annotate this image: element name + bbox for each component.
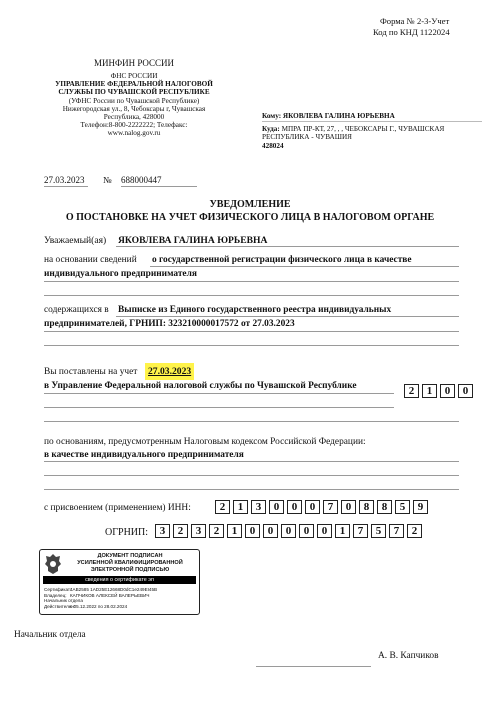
- ogrnip-digit: 2: [173, 524, 188, 538]
- ogrnip-digit: 0: [263, 524, 278, 538]
- authority-code-digit: 2: [404, 384, 419, 398]
- recipient-to-value: ЯКОВЛЕВА ГАЛИНА ЮРЬЕВНА: [282, 112, 395, 120]
- inn-digit: 9: [413, 500, 428, 514]
- ogrnip-label: ОГРНИП:: [105, 527, 149, 538]
- ogrnip-digit: 3: [191, 524, 206, 538]
- knd-code: Код по КНД 1122024: [373, 27, 450, 37]
- ogrnip-digit: 0: [299, 524, 314, 538]
- stamp-owner-value: КАПЧИКОВ АЛЕКСЕЙ ВАЛЕРЬЕВИЧ: [70, 592, 150, 598]
- inn-digit: 5: [395, 500, 410, 514]
- contained-label: содержащихся в: [44, 305, 109, 315]
- grounds-label: по основаниям, предусмотренным Налоговым кодексом Российской Федерации:: [44, 437, 366, 447]
- ogrnip-digit: 2: [407, 524, 422, 538]
- stamp-valid-value: с 05.12.2022 по 28.02.2024: [70, 603, 128, 609]
- signer-name: А. В. Капчиков: [378, 651, 439, 661]
- stamp-dept: Начальник отдела: [44, 598, 83, 604]
- stamp-owner-label: Владелец:: [44, 592, 67, 598]
- service: ФНС РОССИИ: [110, 72, 158, 80]
- issuer-website: www.nalog.gov.ru: [107, 129, 161, 138]
- greeting-label: Уважаемый(ая): [44, 235, 107, 246]
- emblem-icon: [44, 553, 62, 575]
- signer-position: Начальник отдела: [14, 630, 86, 640]
- inn-digit: 0: [287, 500, 302, 514]
- doc-date: 27.03.2023: [44, 175, 85, 185]
- inn-digit: 1: [233, 500, 248, 514]
- recipient-to-label: Кому:: [262, 112, 282, 120]
- ogrnip-digit: 0: [317, 524, 332, 538]
- authority-code: [404, 384, 476, 398]
- address-line2: Республика, 428000: [103, 113, 165, 122]
- recipient-where-line2: РЕСПУБЛИКА - ЧУВАШИЯ: [262, 133, 352, 142]
- stamp-title-line2: УСИЛЕННОЙ КВАЛИФИЦИРОВАННОЙ: [77, 560, 183, 566]
- inn-digit: 8: [377, 500, 392, 514]
- inn-digit: 0: [269, 500, 284, 514]
- inn-digit: 2: [215, 500, 230, 514]
- department-line1: УПРАВЛЕНИЕ ФЕДЕРАЛЬНОЙ НАЛОГОВОЙ: [55, 80, 213, 89]
- stamp-title-line1: ДОКУМЕНТ ПОДПИСАН: [97, 553, 163, 559]
- doc-title-line2: О ПОСТАНОВКЕ НА УЧЕТ ФИЗИЧЕСКОГО ЛИЦА В НАЛОГОВОМ ОРГАНЕ: [65, 212, 435, 223]
- doc-number-label: №: [103, 175, 112, 185]
- ogrnip-digit: 3: [155, 524, 170, 538]
- ogrnip-digit: 0: [245, 524, 260, 538]
- recipient-block: [262, 112, 482, 150]
- form-number: Форма № 2-3-Учет: [380, 16, 450, 26]
- stamp-title-line3: ЭЛЕКТРОННОЙ ПОДПИСЬЮ: [90, 567, 170, 573]
- stamp-cert-header: сведения о сертификате эп: [43, 576, 196, 584]
- issuer-phone: Телефон:8-800-2222222; Телефакс:: [80, 121, 188, 130]
- ogrnip-digit: 7: [353, 524, 368, 538]
- contained-value-line1: Выписке из Единого государственного реестра индивидуальных: [118, 305, 392, 315]
- stamp-cert-value: 4AB2585 1AD25E12668D0dC1e249EI45B: [70, 587, 158, 592]
- authority-name: в Управление Федеральной налоговой службы по Чувашской Республике: [44, 381, 357, 391]
- doc-title-line1: УВЕДОМЛЕНИЕ: [209, 199, 291, 210]
- e-signature-stamp: [39, 549, 200, 615]
- issuer-abbrev: (УФНС России по Чувашской Республике): [68, 96, 200, 105]
- ogrnip-digit: 5: [371, 524, 386, 538]
- greeting-name: ЯКОВЛЕВА ГАЛИНА ЮРЬЕВНА: [118, 235, 268, 246]
- recipient-where-label: Куда:: [262, 125, 280, 134]
- ogrnip-digit: 2: [209, 524, 224, 538]
- registered-date: 27.03.2023: [145, 363, 194, 380]
- authority-code-digit: 0: [440, 384, 455, 398]
- inn-digit: 8: [359, 500, 374, 514]
- ogrnip-cells: [155, 524, 425, 538]
- recipient-where-line1: МПРА ПР-КТ, 27, , , ЧЕБОКСАРЫ Г., ЧУВАШСКАЯ: [281, 125, 445, 134]
- inn-cells: [215, 500, 431, 514]
- ogrnip-digit: 7: [389, 524, 404, 538]
- recipient-postcode: 428024: [262, 141, 284, 150]
- doc-number: 688000447: [121, 175, 162, 185]
- address-line1: Нижегородская ул., 8, Чебоксары г, Чувашская: [62, 104, 206, 113]
- grounds-value: в качестве индивидуального предпринимателя: [44, 450, 244, 460]
- authority-code-digit: 0: [458, 384, 473, 398]
- authority-code-digit: 1: [422, 384, 437, 398]
- basis-label: на основании сведений: [44, 255, 137, 265]
- registered-label: Вы поставлены на учет: [44, 367, 138, 377]
- issuer-block: [20, 58, 248, 138]
- stamp-valid-label: Действителен:: [44, 603, 76, 609]
- ministry: МИНФИН РОССИИ: [93, 58, 175, 68]
- inn-digit: 0: [305, 500, 320, 514]
- basis-value-line2: индивидуального предпринимателя: [44, 269, 197, 279]
- department-line2: СЛУЖБЫ ПО ЧУВАШСКОЙ РЕСПУБЛИКЕ: [58, 88, 210, 97]
- contained-value-line2: предпринимателей, ГРНИП: 323210000017572 от 27.03.2023: [44, 319, 295, 329]
- ogrnip-digit: 1: [227, 524, 242, 538]
- inn-digit: 0: [341, 500, 356, 514]
- inn-digit: 3: [251, 500, 266, 514]
- inn-label: с присвоением (применением) ИНН:: [44, 503, 191, 513]
- inn-digit: 7: [323, 500, 338, 514]
- ogrnip-digit: 0: [281, 524, 296, 538]
- stamp-cert-label: Сертификат:: [44, 587, 72, 592]
- basis-value-line1: о государственной регистрации физического лица в качестве: [152, 255, 412, 265]
- ogrnip-digit: 1: [335, 524, 350, 538]
